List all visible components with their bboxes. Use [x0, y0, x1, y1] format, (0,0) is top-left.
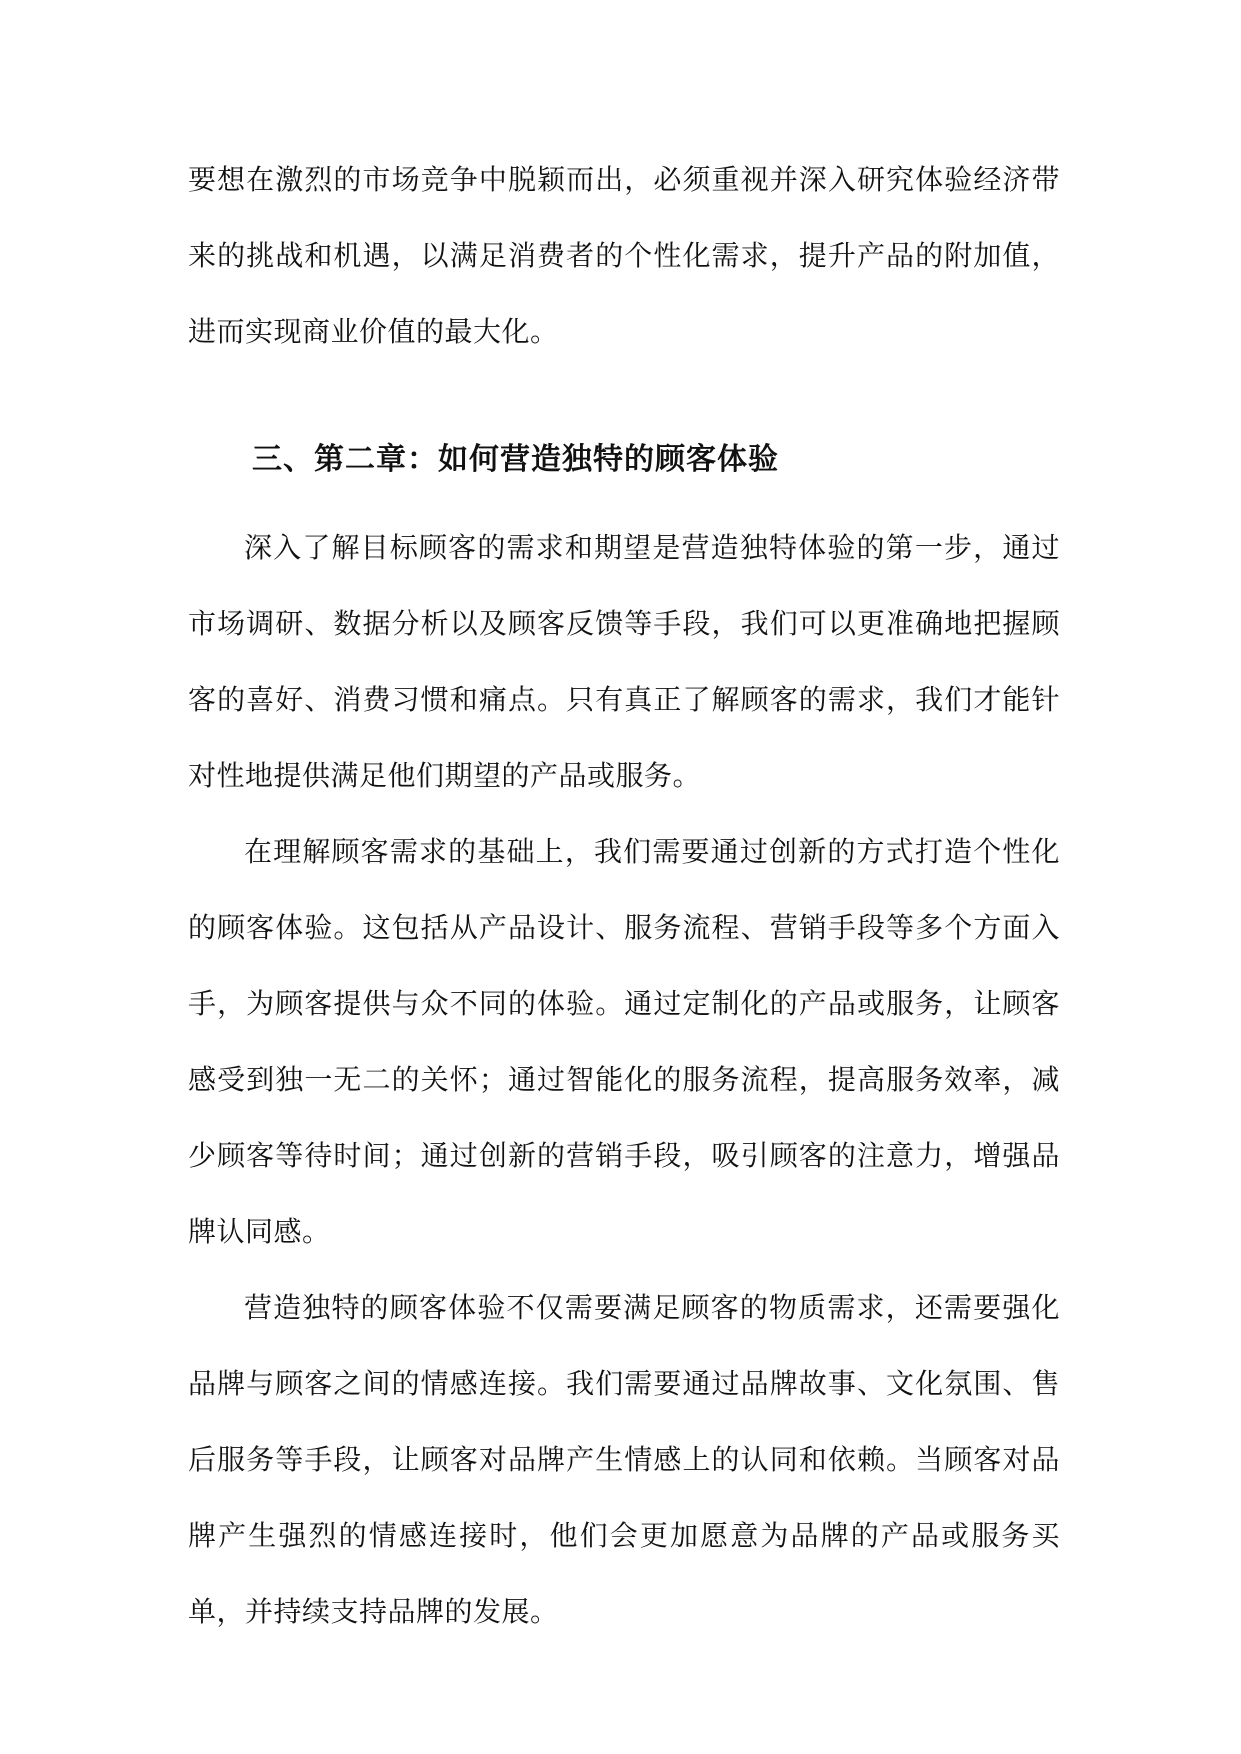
- document-body: [188, 142, 1060, 1650]
- paragraph-3: 营造独特的顾客体验不仅需要满足顾客的物质需求，还需要强化品牌与顾客之间的情感连接。我们需要通过品牌故事、文化氛围、售后服务等手段，让顾客对品牌产生情感上的认同和依赖。当顾客对品牌产生强烈的情感连接时，他们会更加愿意为品牌的产品或服务买单，并持续支持品牌的发展。: [188, 1291, 1060, 1628]
- paragraph-continued: 要想在激烈的市场竞争中脱颖而出，必须重视并深入研究体验经济带来的挑战和机遇，以满足消费者的个性化需求，提升产品的附加值，进而实现商业价值的最大化。: [188, 163, 1060, 348]
- section-heading: 三、第二章：如何营造独特的顾客体验: [252, 442, 779, 477]
- paragraph-2: 在理解顾客需求的基础上，我们需要通过创新的方式打造个性化的顾客体验。这包括从产品设计、服务流程、营销手段等多个方面入手，为顾客提供与众不同的体验。通过定制化的产品或服务，让顾客感受到独一无二的关怀；通过智能化的服务流程，提高服务效率，减少顾客等待时间；通过创新的营销手段，吸引顾客的注意力，增强品牌认同感。: [188, 835, 1060, 1248]
- paragraph-1: 深入了解目标顾客的需求和期望是营造独特体验的第一步，通过市场调研、数据分析以及顾客反馈等手段，我们可以更准确地把握顾客的喜好、消费习惯和痛点。只有真正了解顾客的需求，我们才能针对性地提供满足他们期望的产品或服务。: [188, 531, 1060, 792]
